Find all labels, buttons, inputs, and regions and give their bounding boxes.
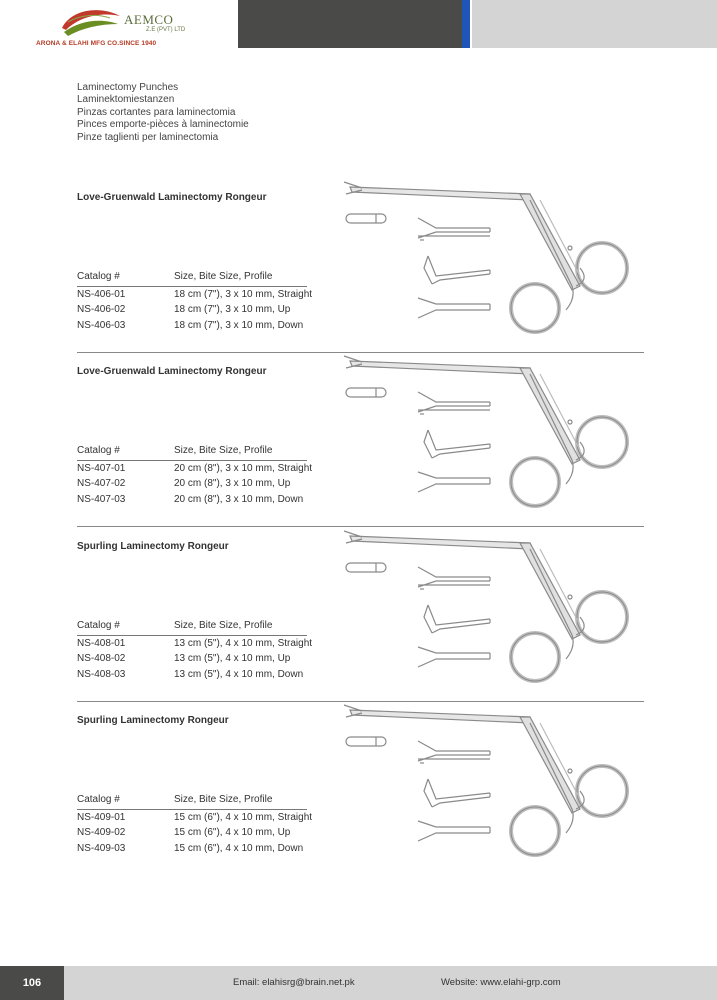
catalog-number: NS-408-01: [77, 637, 126, 649]
catalog-number: NS-408-02: [77, 653, 126, 664]
table-row: [77, 318, 307, 334]
product-section: [0, 350, 717, 525]
table-header-row: [77, 619, 307, 636]
product-table: [77, 793, 313, 856]
table-row: [77, 651, 307, 667]
catalog-number: NS-409-02: [77, 827, 126, 838]
catalog-number: NS-407-01: [77, 462, 126, 474]
header-grey-bar: [472, 0, 717, 48]
category-title-it: Pinze taglienti per laminectomia: [77, 131, 219, 143]
catalog-number: NS-406-01: [77, 288, 126, 300]
product-title: Love-Gruenwald Laminectomy Rongeur: [77, 192, 267, 203]
category-title-de: Laminektomiestanzen: [77, 94, 175, 106]
rongeur-illustration: [340, 699, 650, 859]
rongeur-illustration: [340, 350, 650, 510]
product-title: Spurling Laminectomy Rongeur: [77, 541, 229, 552]
size-column-header: Size, Bite Size, Profile: [174, 794, 273, 805]
logo-subtitle: Z.E (PVT) LTD: [146, 27, 186, 33]
product-section: [0, 699, 717, 874]
size-spec: 15 cm (6"), 4 x 10 mm, Straight: [174, 811, 313, 823]
catalog-number: NS-406-03: [77, 319, 126, 331]
table-row: [77, 492, 307, 508]
catalog-column-header: Catalog #: [77, 445, 120, 456]
table-row: [77, 841, 307, 857]
product-table: [77, 270, 313, 333]
logo-tagline: ARONA & ELAHI MFG CO.SINCE 1940: [36, 40, 157, 47]
table-row: [77, 476, 307, 492]
product-title: Spurling Laminectomy Rongeur: [77, 715, 229, 726]
size-spec: 20 cm (8"), 3 x 10 mm, Straight: [174, 462, 313, 474]
size-spec: 20 cm (8"), 3 x 10 mm, Down: [174, 493, 304, 505]
table-row: [77, 667, 307, 683]
product-table: [77, 444, 313, 507]
table-header-row: [77, 793, 307, 810]
size-column-header: Size, Bite Size, Profile: [174, 445, 273, 456]
category-title-es: Pinzas cortantes para laminectomia: [77, 106, 236, 118]
product-title: Love-Gruenwald Laminectomy Rongeur: [77, 366, 267, 377]
catalog-number: NS-409-01: [77, 811, 126, 823]
size-spec: 13 cm (5"), 4 x 10 mm, Straight: [174, 637, 313, 649]
table-row: [77, 810, 313, 826]
catalog-number: NS-408-03: [77, 668, 126, 680]
catalog-number: NS-407-02: [77, 478, 126, 489]
table-row: [77, 287, 313, 303]
product-table: [77, 619, 313, 682]
size-spec: 13 cm (5"), 4 x 10 mm, Up: [174, 653, 291, 664]
catalog-column-header: Catalog #: [77, 794, 120, 805]
category-titles: [77, 82, 249, 144]
table-row: [77, 636, 313, 652]
size-spec: 15 cm (6"), 4 x 10 mm, Down: [174, 842, 304, 854]
size-column-header: Size, Bite Size, Profile: [174, 271, 273, 282]
size-spec: 20 cm (8"), 3 x 10 mm, Up: [174, 478, 291, 489]
table-row: [77, 302, 307, 318]
catalog-column-header: Catalog #: [77, 620, 120, 631]
size-spec: 15 cm (6"), 4 x 10 mm, Up: [174, 827, 291, 838]
company-logo: [36, 6, 236, 50]
table-row: [77, 461, 313, 477]
product-section: [0, 525, 717, 700]
size-column-header: Size, Bite Size, Profile: [174, 620, 273, 631]
catalog-number: NS-409-03: [77, 842, 126, 854]
header-accent-bar: [462, 0, 470, 48]
category-title-fr: Pinces emporte-pièces à laminectomie: [77, 119, 249, 131]
category-title-en: Laminectomy Punches: [77, 82, 179, 93]
table-header-row: [77, 444, 307, 461]
footer-website: Website: www.elahi-grp.com: [441, 977, 561, 988]
footer-email: Email: elahisrg@brain.net.pk: [233, 977, 355, 988]
catalog-number: NS-406-02: [77, 304, 126, 315]
header-dark-bar: [238, 0, 462, 48]
footer-bar: [0, 966, 717, 1000]
size-spec: 18 cm (7"), 3 x 10 mm, Down: [174, 319, 304, 331]
rongeur-illustration: [340, 176, 650, 336]
page-number: 106: [0, 966, 64, 1000]
rongeur-illustration: [340, 525, 650, 685]
catalog-column-header: Catalog #: [77, 271, 120, 282]
size-spec: 18 cm (7"), 3 x 10 mm, Up: [174, 304, 291, 315]
logo-name: AEMCO: [124, 12, 174, 27]
product-section: [0, 176, 717, 351]
leaf-swoosh-icon: [58, 6, 128, 38]
size-spec: 18 cm (7"), 3 x 10 mm, Straight: [174, 288, 313, 300]
table-row: [77, 825, 307, 841]
catalog-number: NS-407-03: [77, 493, 126, 505]
size-spec: 13 cm (5"), 4 x 10 mm, Down: [174, 668, 304, 680]
table-header-row: [77, 270, 307, 287]
